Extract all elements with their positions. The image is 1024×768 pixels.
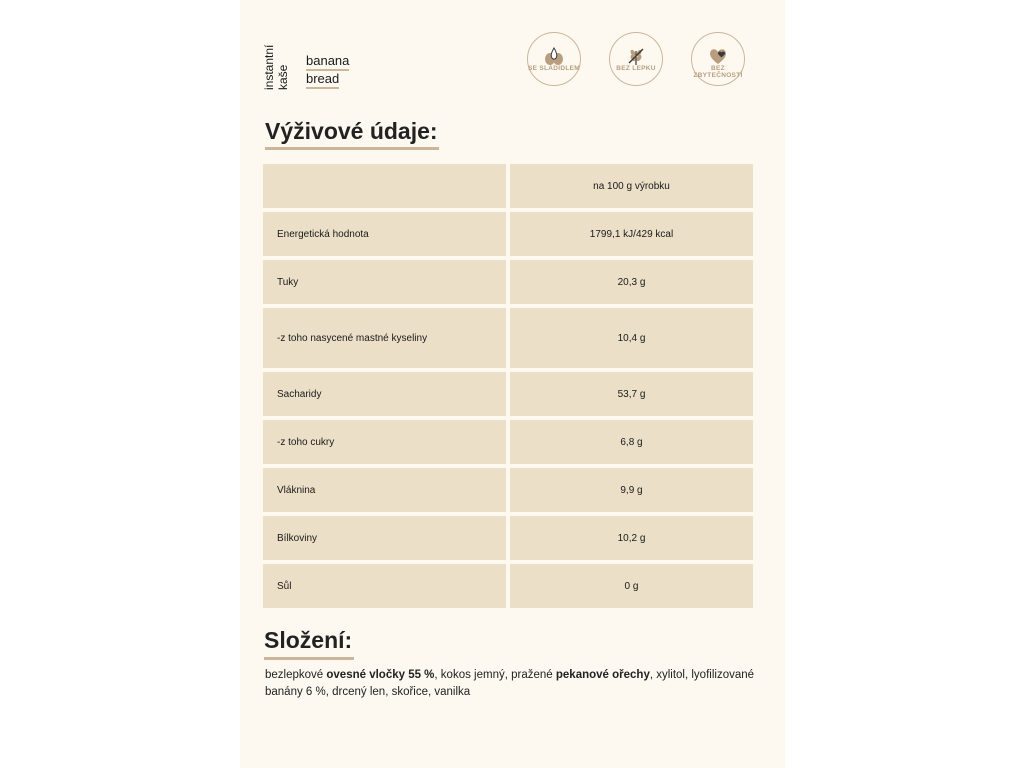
nutrient-value: 10,2 g [510,516,753,560]
flavor-line2: bread [306,72,339,89]
nutrient-value: 9,9 g [510,468,753,512]
nutrient-value: 1799,1 kJ/429 kcal [510,212,753,256]
ingredient-part: , kokos jemný, pražené [434,669,556,681]
nutrient-value: 0 g [510,564,753,608]
nutrient-value: 6,8 g [510,420,753,464]
product-type-line2: kaše [276,64,290,90]
wheat-crossed-icon [625,45,647,67]
ingredient-highlight: pekanové ořechy [555,669,650,681]
product-sheet [240,0,785,768]
nutrient-name: -z toho cukry [263,420,506,464]
table-row [263,308,753,368]
product-type-line1: instantní [262,44,276,90]
heart-icon [707,45,729,67]
table-row [263,212,753,256]
title-underline [264,657,354,660]
nutrient-name: Bílkoviny [263,516,506,560]
sweetener-drop-icon [543,45,565,67]
badge-label: BEZ LEPKU [616,65,656,72]
header-name-cell [263,164,506,208]
badge-sweetener [527,32,581,86]
table-row [263,260,753,304]
nutrient-value: 53,7 g [510,372,753,416]
ingredient-part: bezlepkové [265,669,327,681]
nutrient-value: 10,4 g [510,308,753,368]
nutrient-value: 20,3 g [510,260,753,304]
table-row [263,372,753,416]
table-row [263,420,753,464]
nutrient-name: Sůl [263,564,506,608]
feature-badges [527,32,757,98]
table-row [263,564,753,608]
nutrient-name: Sacharidy [263,372,506,416]
header-value-cell: na 100 g výrobku [510,164,753,208]
table-header-row [263,164,753,208]
nutrient-name: Energetická hodnota [263,212,506,256]
title-underline [265,147,439,150]
nutrient-name: Vláknina [263,468,506,512]
table-row [263,468,753,512]
badge-no-additives [691,32,745,86]
flavor-name [306,54,349,90]
badge-label: SE SLADIDLEM [528,65,580,72]
ingredients-text [265,667,765,701]
badge-gluten-free [609,32,663,86]
nutrient-name: Tuky [263,260,506,304]
table-row [263,516,753,560]
ingredient-part: , xylitol, lyofilizované banány 6 %, drcený len, skořice, vanilka [265,669,755,698]
ingredient-highlight: ovesné vločky 55 % [326,669,435,681]
nutrition-title: Výživové údaje: [265,118,438,144]
badge-label: BEZ ZBYTEČNOSTÍ [693,65,743,79]
nutrition-table [263,164,753,612]
nutrient-name: -z toho nasycené mastné kyseliny [263,308,506,368]
flavor-line1: banana [306,54,349,71]
composition-title: Složení: [264,627,353,653]
